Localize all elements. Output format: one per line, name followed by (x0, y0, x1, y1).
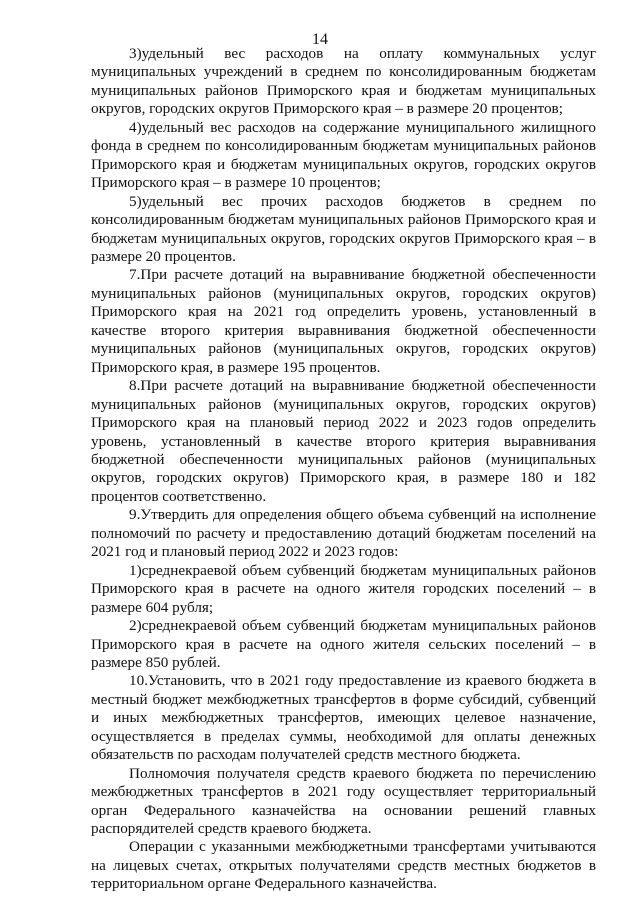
paragraph-item-4: 4)удельный вес расходов на содержание муниципального жилищного фонда в среднем по консолидированным бюджетам муниципальных районов Приморского края и бюджетам муниципальных округов, городских округов Приморского края – в размере 10 процентов; (91, 118, 596, 192)
paragraph-clause-8: 8.При расчете дотаций на выравнивание бюджетной обеспеченности муниципальных районов (муниципальных округов, городских округов) Приморского края на плановый период 2022 и 2023 годов определить уровень, установленный в качестве второго критерия выравнивания бюджетной обеспеченности муниципальных районов (муниципальных округов, городских округов) Приморского края, в размере 180 и 182 процентов соответственно. (91, 377, 596, 505)
document-body (91, 45, 596, 894)
paragraph-clause-7: 7.При расчете дотаций на выравнивание бюджетной обеспеченности муниципальных районов (муниципальных округов, городских округов) Приморского края на 2021 год определить уровень, установленный в качестве второго критерия выравнивания бюджетной обеспеченности муниципальных районов (муниципальных округов, городских округов) Приморского края, в размере 195 процентов. (91, 266, 596, 376)
paragraph-authority: Полномочия получателя средств краевого бюджета по перечислению межбюджетных трансфертов в 2021 году осуществляет территориальный орган Федерального казначейства на основании решений главных распорядителей средств краевого бюджета. (91, 764, 596, 838)
paragraph-clause-9-item-2: 2)среднекраевой объем субвенций бюджетам муниципальных районов Приморского края в расчете на одного жителя сельских поселений – в размере 850 рублей. (91, 617, 596, 671)
paragraph-clause-9-item-1: 1)среднекраевой объем субвенций бюджетам муниципальных районов Приморского края в расчете на одного жителя городских поселений – в размере 604 рубля; (91, 561, 596, 616)
paragraph-operations: Операции с указанными межбюджетными трансфертами учитываются на лицевых счетах, открытых получателями средств местных бюджетов в территориальном органе Федерального казначейства. (91, 838, 596, 893)
paragraph-clause-9: 9.Утвердить для определения общего объема субвенций на исполнение полномочий по расчету и предоставлению дотаций бюджетам поселений на 2021 год и плановый период 2022 и 2023 годов: (91, 506, 596, 561)
page-number: 14 (312, 31, 328, 48)
paragraph-item-3: 3)удельный вес расходов на оплату коммунальных услуг муниципальных учреждений в среднем по консолидированным бюджетам муниципальных районов Приморского края и бюджетам муниципальных округов, городских округов Приморского края – в размере 20 процентов; (91, 45, 596, 118)
paragraph-clause-10: 10.Установить, что в 2021 году предоставление из краевого бюджета в местный бюджет межбюджетных трансфертов в форме субсидий, субвенций и иных межбюджетных трансфертов, имеющих целевое назначение, осуществляется в пределах суммы, необходимой для оплаты денежных обязательств по расходам получателей средств местного бюджета. (91, 672, 596, 764)
paragraph-item-5: 5)удельный вес прочих расходов бюджетов в среднем по консолидированным бюджетам муниципальных районов Приморского края и бюджетам муниципальных округов, городских округов Приморского края – в размере 20 процентов. (91, 192, 596, 265)
